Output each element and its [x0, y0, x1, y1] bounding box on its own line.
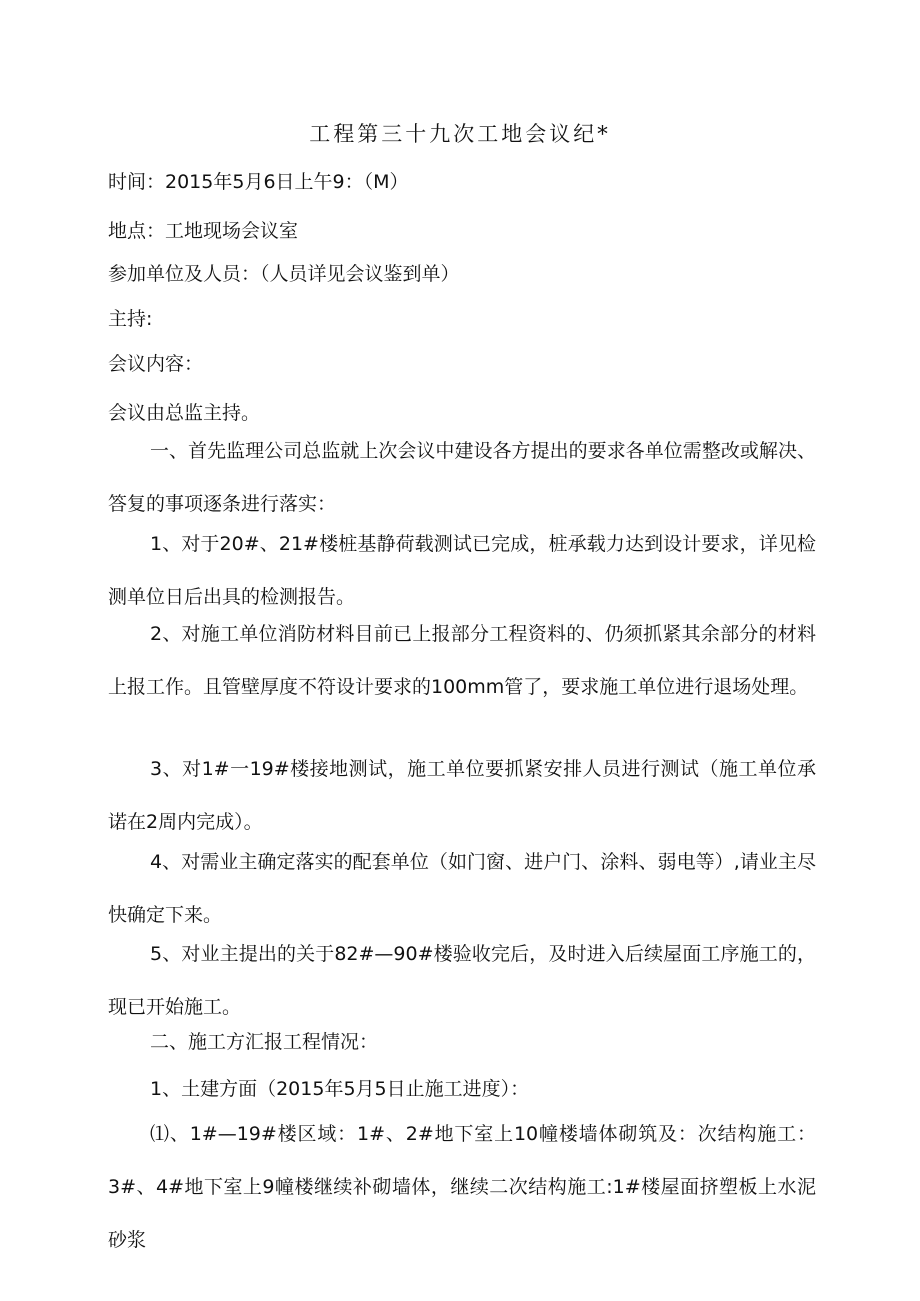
- section-2-subitem-1: ⑴、1#—19#楼区域：1#、2#地下室上10幢楼墙体砌筑及：次结构施工：3#、4#地下室上9幢楼继续补砌墙体，继续二次结构施工:1#楼屋面挤塑板上水泥砂浆: [108, 1123, 816, 1251]
- section-1-item-4: 4、对需业主确定落实的配套单位（如门窗、进户门、涂料、弱电等）,请业主尽快确定下来。: [108, 851, 816, 926]
- section-1-item-3: 3、对1#一19#楼接地测试，施工单位要抓紧安排人员进行测试（施工单位承诺在2周内完成）。: [108, 758, 816, 833]
- section-1-item-5: 5、对业主提出的关于82#—90#楼验收完后，及时进入后续屋面工序施工的，现已开始施工。: [108, 943, 816, 1018]
- content-label: 会议内容：: [108, 353, 204, 375]
- document-title: 工程第三十九次工地会议纪*: [309, 122, 611, 146]
- section-1-item-1: 1、对于20#、21#楼桩基静荷载测试已完成，桩承载力达到设计要求，详见检测单位日后出具的检测报告。: [108, 533, 816, 608]
- meeting-attendees: 参加单位及人员：（人员详见会议鉴到单）: [108, 263, 460, 285]
- meeting-place: 地点：工地现场会议室: [108, 220, 299, 242]
- section-1-heading: 一、首先监理公司总监就上次会议中建设各方提出的要求各单位需整改或解决、答复的事项逐条进行落实：: [108, 440, 816, 515]
- meeting-chair: 会议由总监主持。: [108, 402, 261, 424]
- meeting-time: 时间：2015年5月6日上午9：（M）: [108, 171, 409, 193]
- section-2-heading: 二、施工方汇报工程情况：: [150, 1031, 379, 1053]
- section-1-item-2: 2、对施工单位消防材料目前已上报部分工程资料的、仍须抓紧其余部分的材料上报工作。且管壁厚度不符设计要求的100mm管了，要求施工单位进行退场处理。: [108, 623, 816, 698]
- section-2-item-1: 1、土建方面（2015年5月5日止施工进度）：: [150, 1078, 530, 1100]
- meeting-host: 主持:: [108, 308, 153, 330]
